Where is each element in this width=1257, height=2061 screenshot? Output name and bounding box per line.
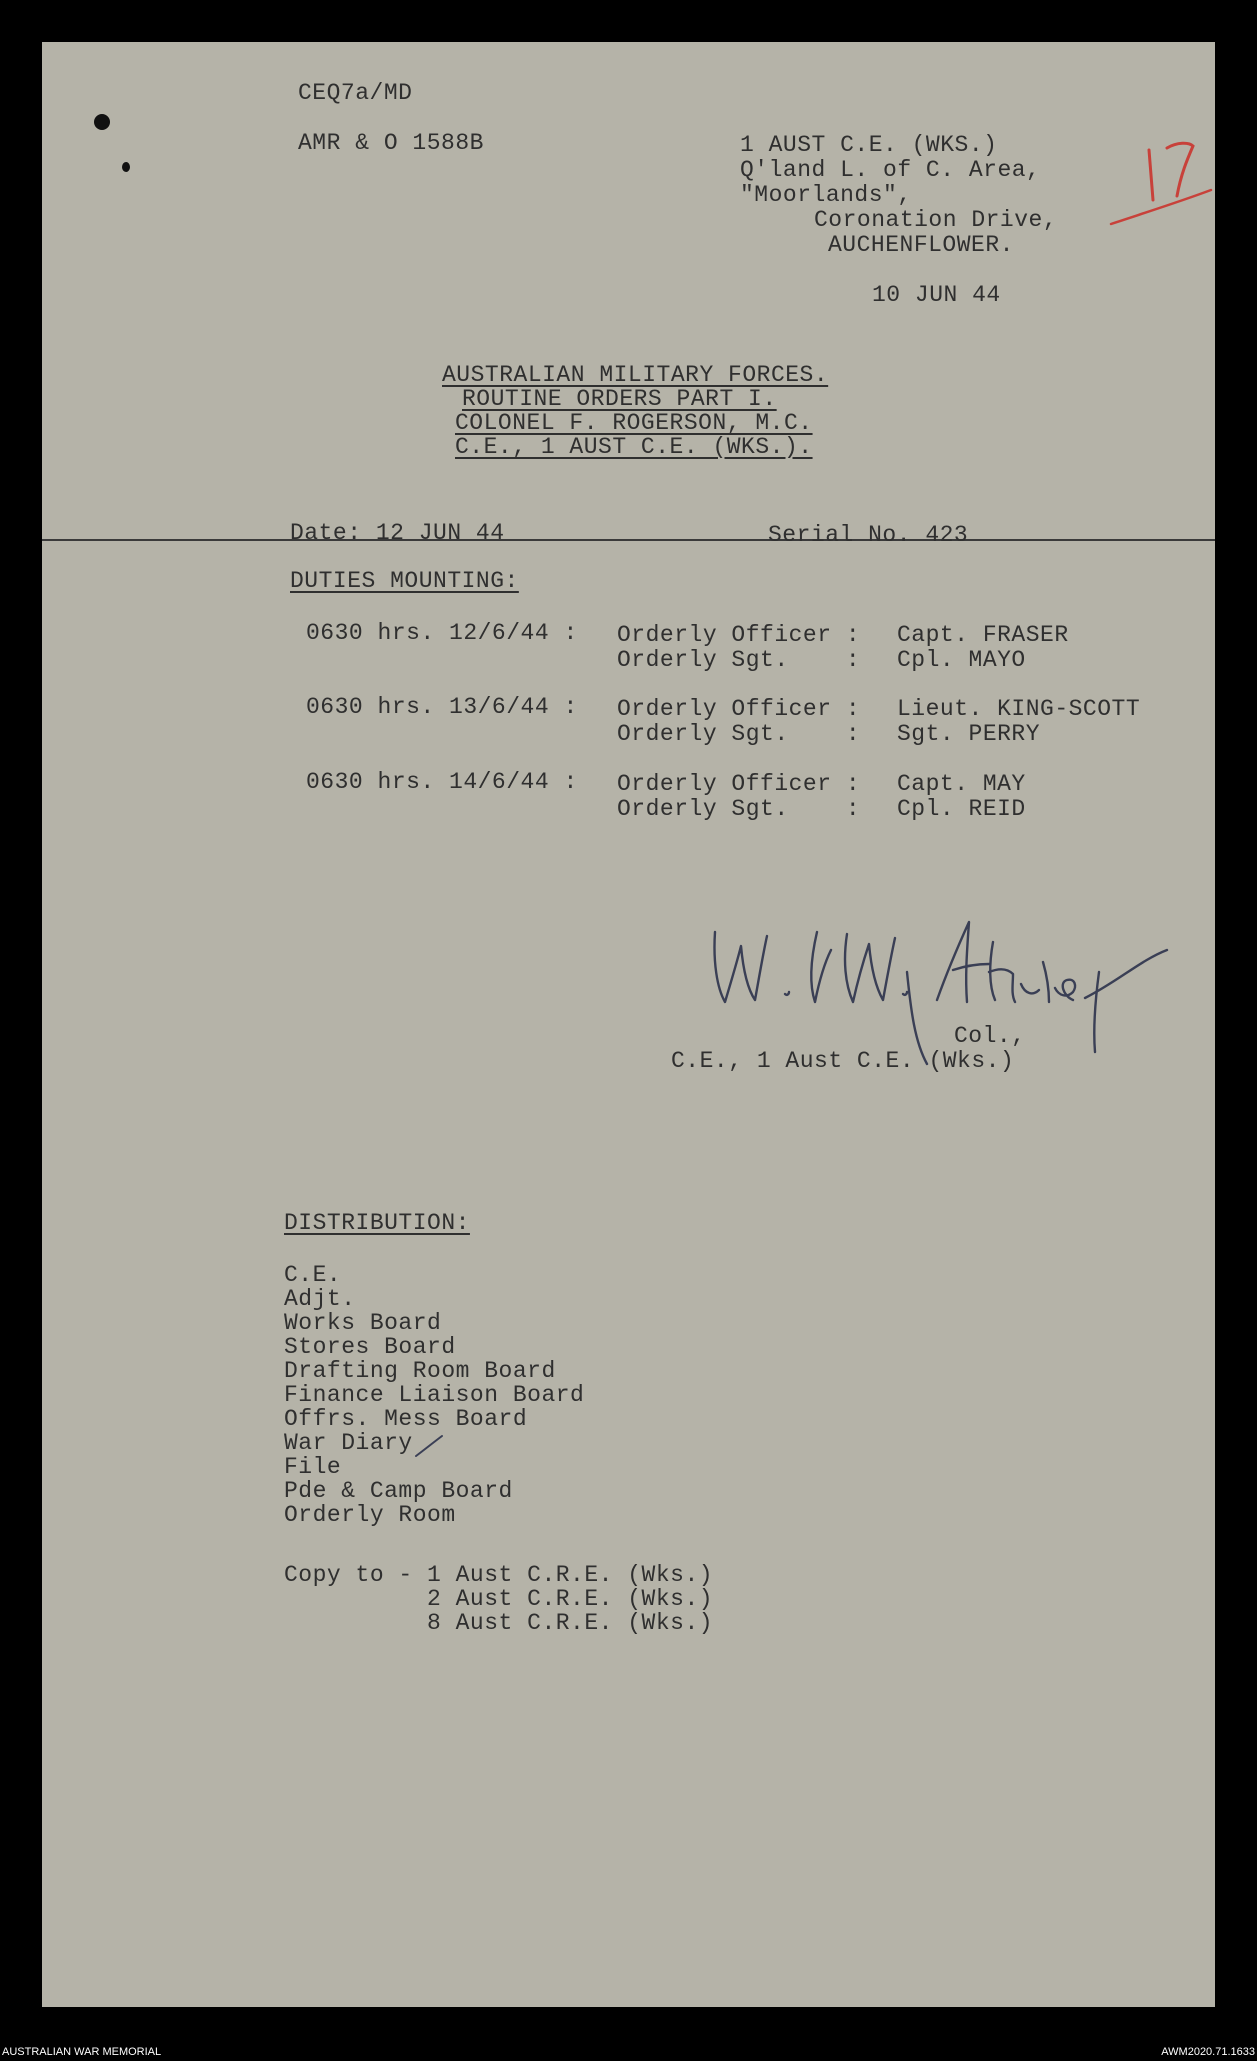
copy-to-line: 2 Aust C.R.E. (Wks.) — [284, 1586, 714, 1612]
distribution-item: File — [284, 1454, 342, 1480]
punch-hole — [122, 162, 130, 172]
duty-name: Lieut. KING-SCOTT — [897, 696, 1141, 722]
title-line: COLONEL F. ROGERSON, M.C. — [455, 410, 813, 436]
punch-hole — [94, 114, 110, 130]
distribution-item: Offrs. Mess Board — [284, 1406, 528, 1432]
distribution-item: Drafting Room Board — [284, 1358, 556, 1384]
signatory-rank: Col., — [954, 1023, 1026, 1049]
duty-name: Capt. MAY — [897, 771, 1026, 797]
distribution-item: Stores Board — [284, 1334, 456, 1360]
orders-date: Date: 12 JUN 44 — [290, 520, 505, 546]
handwritten-folio-mark — [1107, 112, 1217, 232]
address-line: AUCHENFLOWER. — [828, 232, 1014, 258]
address-line: "Moorlands", — [740, 182, 912, 208]
address-line: Coronation Drive, — [814, 207, 1058, 233]
duty-name: Sgt. PERRY — [897, 721, 1041, 747]
duties-heading: DUTIES MOUNTING: — [290, 568, 519, 594]
duty-role: Orderly Officer : — [617, 696, 861, 722]
duty-time: 0630 hrs. 12/6/44 : — [306, 620, 578, 646]
footer-accession-number: AWM2020.71.1633 — [1161, 2046, 1255, 2058]
duty-role: Orderly Sgt. : — [617, 647, 861, 673]
distribution-item: C.E. — [284, 1262, 342, 1288]
distribution-heading: DISTRIBUTION: — [284, 1210, 470, 1236]
distribution-item: Works Board — [284, 1310, 442, 1336]
duty-role: Orderly Sgt. : — [617, 721, 861, 747]
check-mark — [414, 1434, 444, 1460]
order-reference: AMR & O 1588B — [298, 130, 484, 156]
address-line: Q'land L. of C. Area, — [740, 157, 1041, 183]
address-line: 1 AUST C.E. (WKS.) — [740, 132, 998, 158]
duty-role: Orderly Officer : — [617, 771, 861, 797]
duty-name: Cpl. MAYO — [897, 647, 1026, 673]
horizontal-rule — [42, 539, 1215, 541]
distribution-item: Finance Liaison Board — [284, 1382, 585, 1408]
duty-time: 0630 hrs. 13/6/44 : — [306, 694, 578, 720]
copy-to-line: 8 Aust C.R.E. (Wks.) — [284, 1610, 714, 1636]
footer-institution: AUSTRALIAN WAR MEMORIAL — [2, 2046, 162, 2058]
title-line: ROUTINE ORDERS PART I. — [462, 386, 777, 412]
duty-time: 0630 hrs. 14/6/44 : — [306, 769, 578, 795]
signature — [697, 902, 1177, 1072]
distribution-item: Adjt. — [284, 1286, 356, 1312]
title-line: AUSTRALIAN MILITARY FORCES. — [442, 362, 829, 388]
title-line: C.E., 1 AUST C.E. (WKS.). — [455, 434, 813, 460]
duty-name: Cpl. REID — [897, 796, 1026, 822]
letter-date: 10 JUN 44 — [872, 282, 1001, 308]
distribution-item: War Diary — [284, 1430, 413, 1456]
duty-role: Orderly Sgt. : — [617, 796, 861, 822]
duty-role: Orderly Officer : — [617, 622, 861, 648]
distribution-item: Pde & Camp Board — [284, 1478, 513, 1504]
distribution-item: Orderly Room — [284, 1502, 456, 1528]
file-reference: CEQ7a/MD — [298, 80, 413, 106]
signatory-title: C.E., 1 Aust C.E. (Wks.) — [671, 1048, 1015, 1074]
duty-name: Capt. FRASER — [897, 622, 1069, 648]
serial-number: Serial No. 423 — [768, 522, 969, 548]
copy-to-line: Copy to - 1 Aust C.R.E. (Wks.) — [284, 1562, 714, 1588]
document-page — [42, 42, 1215, 2007]
